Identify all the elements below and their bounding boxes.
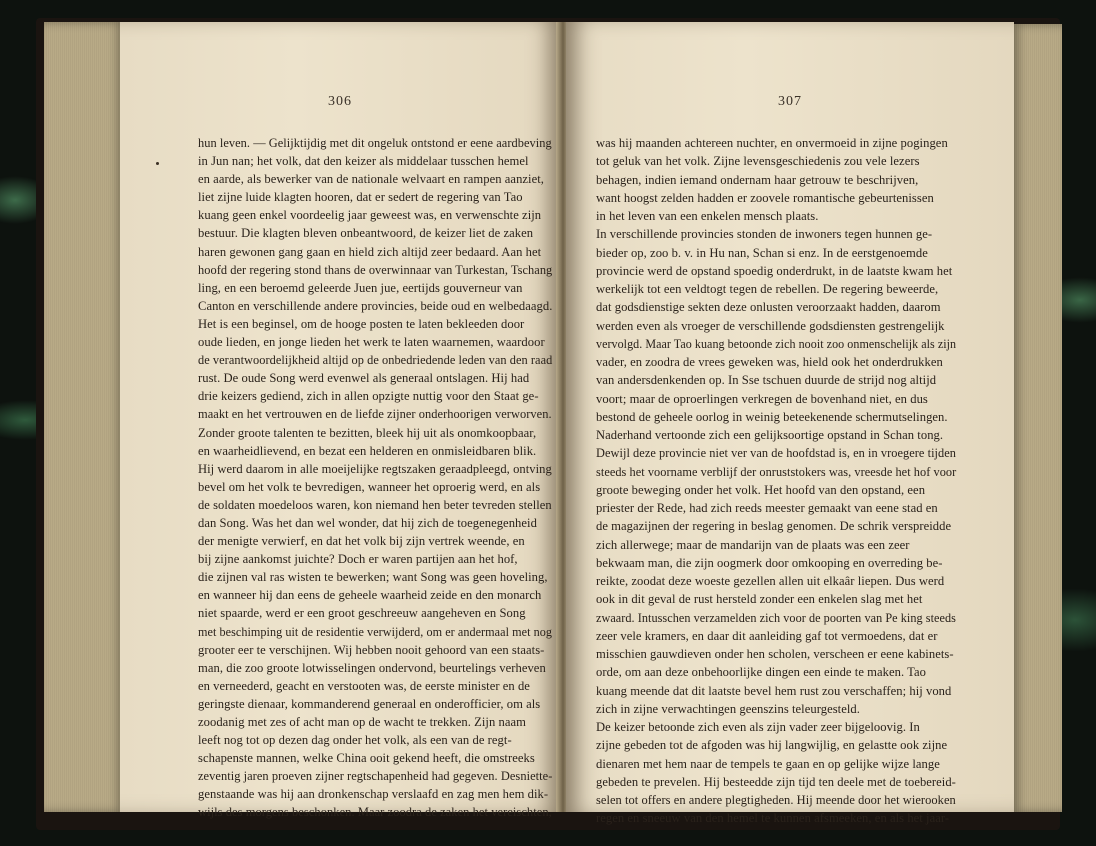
- ink-spot: [156, 162, 159, 165]
- text-line: kuang geen enkel voordeelig jaar geweest was, en verwenschte zijn: [198, 208, 542, 223]
- text-line: en wanneer hij dan eens de geheele waarheid zeide en den monarch: [198, 588, 542, 603]
- text-line: voort; maar de oproerlingen verkregen de bovenhand niet, en dus: [596, 391, 928, 406]
- text-line: werkelijk tot een veldtogt tegen de rebellen. De regering beweerde,: [596, 282, 939, 296]
- text-line: wijls des morgens beschonken. Maar zoodra de zaken het vereischten,: [198, 805, 552, 820]
- text-line: grooter eer te verschijnen. Wij hebben nooit gehoord van een staats-: [198, 642, 545, 657]
- text-line: provincie werd de opstand spoedig onderdrukt, in de laatste kwam het: [596, 263, 953, 278]
- text-line: bekwaam man, die zijn oogmerk door omkooping en overreding be-: [596, 555, 943, 570]
- text-line: van andersdenkenden op. In Sse tschuen duurde de strijd nog altijd: [596, 373, 937, 388]
- text-line: zijne gebeden tot de afgoden was hij langwijlig, en gelastte ook zijne: [596, 738, 948, 753]
- text-line: oude lieden, en jonge lieden het werk te laten waarnemen, waardoor: [198, 335, 545, 350]
- text-line: Canton en verschillende andere provincies, beide oud en welbedaagd.: [198, 298, 553, 313]
- text-line: reikte, zoodat deze woeste gezellen allen uit elkaâr liepen. Dus werd: [596, 574, 945, 588]
- text-line: en aarde, als bewerker van de nationale welvaart en rampen aanziet,: [198, 172, 544, 187]
- text-line: steeds het voorname verblijf der onruststokers was, vreesde het hof voor: [596, 464, 957, 479]
- text-line: de verantwoordelijkheid altijd op de onbedriedende leden van den raad: [198, 353, 553, 368]
- text-line: der menigte verwierf, en dat het volk bij zijn vertrek weende, en: [198, 534, 525, 549]
- text-line: groote beweging onder het volk. Het hoofd van den opstand, een: [596, 482, 926, 497]
- text-line: Hij werd daarom in alle moeijelijke regtszaken geraadpleegd, ontving: [198, 461, 552, 476]
- text-line: was hij maanden achtereen nuchter, en onvermoeid in zijne pogingen: [596, 136, 948, 150]
- text-line: en waarheidlievend, en bezat een helderen en onmisleidbaren blik.: [198, 443, 537, 458]
- page-number-right: 307: [778, 94, 802, 109]
- text-line: bieder op, zoo b. v. in Hu nan, Schan si enz. In de eerstgenoemde: [596, 245, 928, 260]
- text-line: Het is een beginsel, om de hooge posten te laten bekleeden door: [198, 316, 525, 331]
- left-page: [120, 22, 560, 820]
- text-line: zoodanig met zes of acht man op de wacht te trekken. Zijn naam: [198, 715, 526, 729]
- text-line: rust. De oude Song werd evenwel als generaal ontslagen. Hij had: [198, 371, 530, 386]
- text-line: bevel om het volk te bevredigen, wanneer het oproerig werd, en als: [198, 479, 541, 494]
- text-line: ling, en een beroemd geleerde Juen jue, eertijds gouverneur van: [198, 280, 523, 295]
- text-line: vervolgd. Maar Tao kuang betoonde zich nooit zoo onmenschelijk als zijn: [596, 336, 957, 351]
- page-number-left: 306: [328, 94, 352, 109]
- right-page-text: [596, 134, 956, 828]
- text-line: hoofd der regering stond thans de overwinnaar van Turkestan, Tschang: [198, 262, 553, 277]
- text-line: regen en sneeuw van den hemel te kunnen afsmeeken, en als het jaar-: [596, 811, 950, 826]
- text-line: dan Song. Was het dan wel wonder, dat hij zich de toegenegenheid: [198, 515, 537, 530]
- left-page-text: [198, 134, 552, 822]
- text-line: misschien gauwdieven onder hen scholen, verscheen er eene kabinets-: [596, 647, 954, 661]
- text-line: in het leven van een enkelen mensch plaats.: [596, 209, 819, 223]
- text-line: hun leven. — Gelijktijdig met dit ongeluk ontstond er eene aardbeving: [198, 136, 552, 150]
- text-line: tot geluk van het volk. Zijne levensgeschiedenis zou vele lezers: [596, 154, 920, 169]
- text-line: geringste dienaar, kommanderend generaal en onderofficier, om als: [198, 696, 541, 711]
- text-line: orde, om aan deze onbehoorlijke dingen een einde te maken. Tao: [596, 665, 926, 680]
- text-line: zich in zijne verwachtingen geenszins teleurgesteld.: [596, 701, 860, 716]
- text-line: priester der Rede, had zich reeds meester gemaakt van eene stad en: [596, 501, 938, 515]
- text-line: want hoogst zelden hadden er zoovele romantische gebeurtenissen: [596, 190, 934, 205]
- text-line: bij zijne aankomst juichte? Doch er waren partijen aan het hof,: [198, 552, 518, 567]
- text-line: dienaren met hem naar de tempels te gaan en op gelijke wijze lange: [596, 756, 940, 771]
- text-line: en verneederd, geacht en verstooten was, de eerste minister en de: [198, 678, 530, 693]
- text-line: bestuur. Die klagten bleven onbeantwoord, de keizer liet de zaken: [198, 226, 534, 241]
- text-line: niet spaarde, werd er een groot geschreeuw aangeheven en Song: [198, 606, 526, 621]
- text-line: werden even als vroeger de verschillende godsdiensten gestrengelijk: [596, 318, 945, 333]
- text-line: de soldaten moedeloos waren, kon niemand hen beter tevreden stellen: [198, 497, 552, 512]
- text-line: zwaard. Intusschen verzamelden zich voor de poorten van Pe king steeds: [596, 610, 956, 625]
- text-line: genstaande was hij aan dronkenschap verslaafd en zag men hem dik-: [198, 787, 549, 802]
- text-line: schapenste mannen, welke China ooit gekend heeft, die omstreeks: [198, 751, 535, 766]
- text-line: bestond de geheele oorlog in weinig beteekenende schermutselingen.: [596, 409, 948, 424]
- text-line: liet zijne luide klagten hooren, dat er sedert de regering van Tao: [198, 190, 523, 205]
- text-line: zeer vele kramers, en daar dit aanleiding gaf tot vermoedens, dat er: [596, 628, 938, 643]
- right-page: [566, 22, 1014, 826]
- text-line: zich allerwege; maar de mandarijn van de plaats was een zeer: [596, 537, 910, 552]
- text-line: drie keizers gediend, zich in allen opzigte nuttig voor den Staat ge-: [198, 389, 539, 404]
- text-line: de magazijnen der regering in beslag genomen. De schrik verspreidde: [596, 519, 952, 534]
- right-page-edges: [1012, 24, 1062, 812]
- text-line: leeft nog tot op dezen dag onder het volk, als een van de regt-: [198, 733, 512, 748]
- text-line: in Jun nan; het volk, dat den keizer als middelaar tusschen hemel: [198, 154, 529, 169]
- text-line: man, die zoo groote lotwisselingen ondervond, beurtelings verheven: [198, 660, 546, 675]
- text-line: Dewijl deze provincie niet ver van de hoofdstad is, en in vroegere tijden: [596, 446, 957, 461]
- text-line: In verschillende provincies stonden de inwoners tegen hunnen ge-: [596, 227, 933, 242]
- text-line: selen tot offers en andere plegtigheden. Hij meende door het wierooken: [596, 793, 956, 807]
- text-line: Zonder groote talenten te bezitten, bleek hij uit als onomkoopbaar,: [198, 425, 537, 440]
- text-line: ook in dit geval de rust hersteld zonder een enkelen slag met het: [596, 592, 923, 607]
- text-line: zeventig jaren proeven zijner regtschapenheid had gegeven. Desniette-: [198, 769, 553, 784]
- text-line: haren gewonen gang gaan en hield zich altijd zeer bedaard. Aan het: [198, 244, 542, 259]
- text-line: De keizer betoonde zich even als zijn vader zeer bijgeloovig. In: [596, 720, 920, 734]
- left-page-edges: [44, 22, 124, 812]
- text-line: dat godsdienstige sekten deze onlusten veroorzaakt hadden, daarom: [596, 300, 941, 315]
- text-line: kuang meende dat dit laatste bevel hem rust zou verschaffen; hij vond: [596, 683, 952, 698]
- text-line: met beschimping uit de residentie verwijderd, om er andermaal met nog: [198, 624, 553, 639]
- text-line: Naderhand vertoonde zich een gelijksoortige opstand in Schan tong.: [596, 428, 944, 442]
- text-line: die zijnen val ras wisten te bewerken; want Song was geen hoveling,: [198, 570, 548, 585]
- text-line: vader, en zoodra de vrees geweken was, hield ook het onderdrukken: [596, 355, 943, 369]
- text-line: maakt en het vertrouwen en de liefde zijner onderhoorigen verworven.: [198, 407, 552, 422]
- text-line: gebeden te prevelen. Hij besteedde zijn tijd ten deele met de toebereid-: [596, 774, 956, 789]
- text-line: behagen, indien iemand ondernam haar getrouw te beschrijven,: [596, 172, 919, 187]
